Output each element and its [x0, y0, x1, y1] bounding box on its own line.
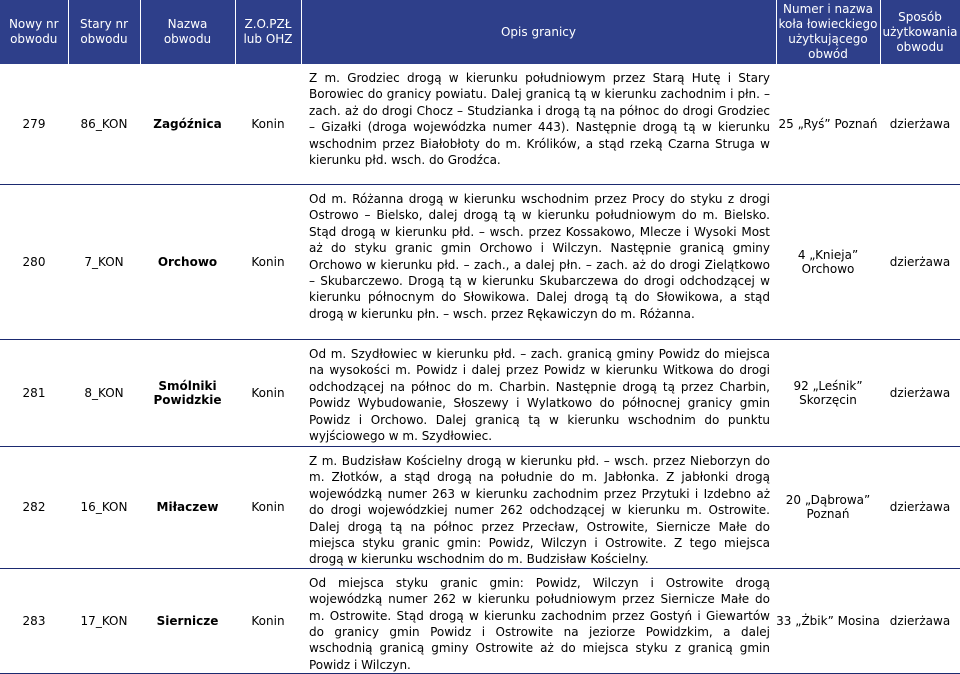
cell-zo: Konin: [235, 568, 301, 673]
header-zo: Z.O.PZŁ lub OHZ: [235, 0, 301, 64]
cell-usage: dzierżawa: [880, 185, 960, 340]
cell-desc: Od m. Różanna drogą w kierunku wschodnim przez Procy do styku z drogi Ostrowo – Bielsko, dalej drogą tą w kierunku południowym do m. Bielsko. Stąd drogą w kierunku płd. – wsch. przez Kossakowo, Mlecze i Wysoki Most aż do styku granic gmin Orchowo i Wilczyn. Następnie granicą gminy Orchowo w kierunku płd. – zach., a dalej płn. – zach. aż do drogi Zielątkowo – Skubarczewo. Drogą tą w kierunku Skubarczewa do drogi odchodzącej w kierunku północnym do Słowikowa. Dalej drogą tą do Słowikowa, a stąd drogą w kierunku płn. – wsch. przez Rękawiczyn do m. Różanna.: [301, 185, 776, 340]
cell-desc: Od m. Szydłowiec w kierunku płd. – zach. granicą gminy Powidz do miejsca na wysokości m. Powidz i dalej przez Powidz w kierunku Witkowa do drogi odchodzącej na północ do m. Charbin. Następnie drogą tą przez Charbin, Powidz Wybudowanie, Słoszewy i Wylatkowo do północnej granicy gmin Powidz i Orchowo. Dalej granicą tą w kierunku wschodnim do punktu wyjściowego w m. Szydłowiec.: [301, 340, 776, 447]
cell-old-no: 86_KON: [68, 64, 140, 185]
cell-name: Miłaczew: [140, 447, 235, 569]
cell-desc: Od miejsca styku granic gmin: Powidz, Wilczyn i Ostrowite drogą wojewódzką numer 262 w kierunku południowym przez Siernicze Małe do m. Ostrowite. Stąd drogą w kierunku zachodnim przez Gostyń i Giewartów do granicy gmin Powidz i Ostrowite na jeziorze Powidzkim, a dalej wschodnią granicą gminy Ostrowite aż do miejsca styku z granicą gmin Powidz i Wilczyn.: [301, 568, 776, 673]
cell-club: 4 „Knieja” Orchowo: [776, 185, 880, 340]
cell-old-no: 16_KON: [68, 447, 140, 569]
cell-name: Smólniki Powidzkie: [140, 340, 235, 447]
cell-old-no: 17_KON: [68, 568, 140, 673]
cell-usage: dzierżawa: [880, 568, 960, 673]
cell-zo: Konin: [235, 64, 301, 185]
table-row: [0, 340, 960, 447]
cell-desc: Z m. Budzisław Kościelny drogą w kierunku płd. – wsch. przez Nieborzyn do m. Złotków, a stąd drogą na południe do m. Jabłonka. Z jabłonki drogą wojewódzką numer 263 w kierunku zachodnim przez Przytuki i Izdebno aż do drogi wojewódzkiej numer 262 odchodzącej w kierunku m. Ostrowite. Dalej drogą tą na północ przez Przecław, Ostrowite, Siernicze Małe do miejsca styku granic gmin: Powidz, Wilczyn i Ostrowite. Z tego miejsca drogą w kierunku wschodnim do m. Budzisław Kościelny.: [301, 447, 776, 569]
cell-desc: Z m. Grodziec drogą w kierunku południowym przez Starą Hutę i Stary Borowiec do granicy powiatu. Dalej granicą tą w kierunku zachodnim i płn. – zach. aż do drogi Chocz – Studzianka i drogą tą na północ do drogi Grodziec – Gizałki (droga wojewódzka numer 443). Następnie drogą tą w kierunku wschodnim przez Białobłoty do m. Królików, a stąd rzeką Czarna Struga w kierunku płd. wsch. do Grodźca.: [301, 64, 776, 185]
cell-club: 25 „Ryś” Poznań: [776, 64, 880, 185]
header-club: Numer i nazwa koła łowieckiego użytkującego obwód: [776, 0, 880, 64]
cell-zo: Konin: [235, 185, 301, 340]
header-row: [0, 0, 960, 64]
table-row: [0, 185, 960, 340]
cell-name: Zagóźnica: [140, 64, 235, 185]
cell-new-no: 281: [0, 340, 68, 447]
cell-new-no: 279: [0, 64, 68, 185]
header-usage: Sposób użytkowania obwodu: [880, 0, 960, 64]
cell-usage: dzierżawa: [880, 340, 960, 447]
header-desc: Opis granicy: [301, 0, 776, 64]
cell-new-no: 282: [0, 447, 68, 569]
cell-name: Orchowo: [140, 185, 235, 340]
cell-club: 20 „Dąbrowa” Poznań: [776, 447, 880, 569]
cell-new-no: 280: [0, 185, 68, 340]
cell-zo: Konin: [235, 340, 301, 447]
header-name: Nazwa obwodu: [140, 0, 235, 64]
table-row: [0, 64, 960, 185]
cell-usage: dzierżawa: [880, 64, 960, 185]
table-row: [0, 568, 960, 673]
cell-new-no: 283: [0, 568, 68, 673]
cell-zo: Konin: [235, 447, 301, 569]
cell-club: 33 „Żbik” Mosina: [776, 568, 880, 673]
cell-name: Siernicze: [140, 568, 235, 673]
table-row: [0, 447, 960, 569]
cell-club: 92 „Leśnik” Skorzęcin: [776, 340, 880, 447]
header-old-no: Stary nr obwodu: [68, 0, 140, 64]
cell-old-no: 7_KON: [68, 185, 140, 340]
header-new-no: Nowy nr obwodu: [0, 0, 68, 64]
cell-usage: dzierżawa: [880, 447, 960, 569]
cell-old-no: 8_KON: [68, 340, 140, 447]
